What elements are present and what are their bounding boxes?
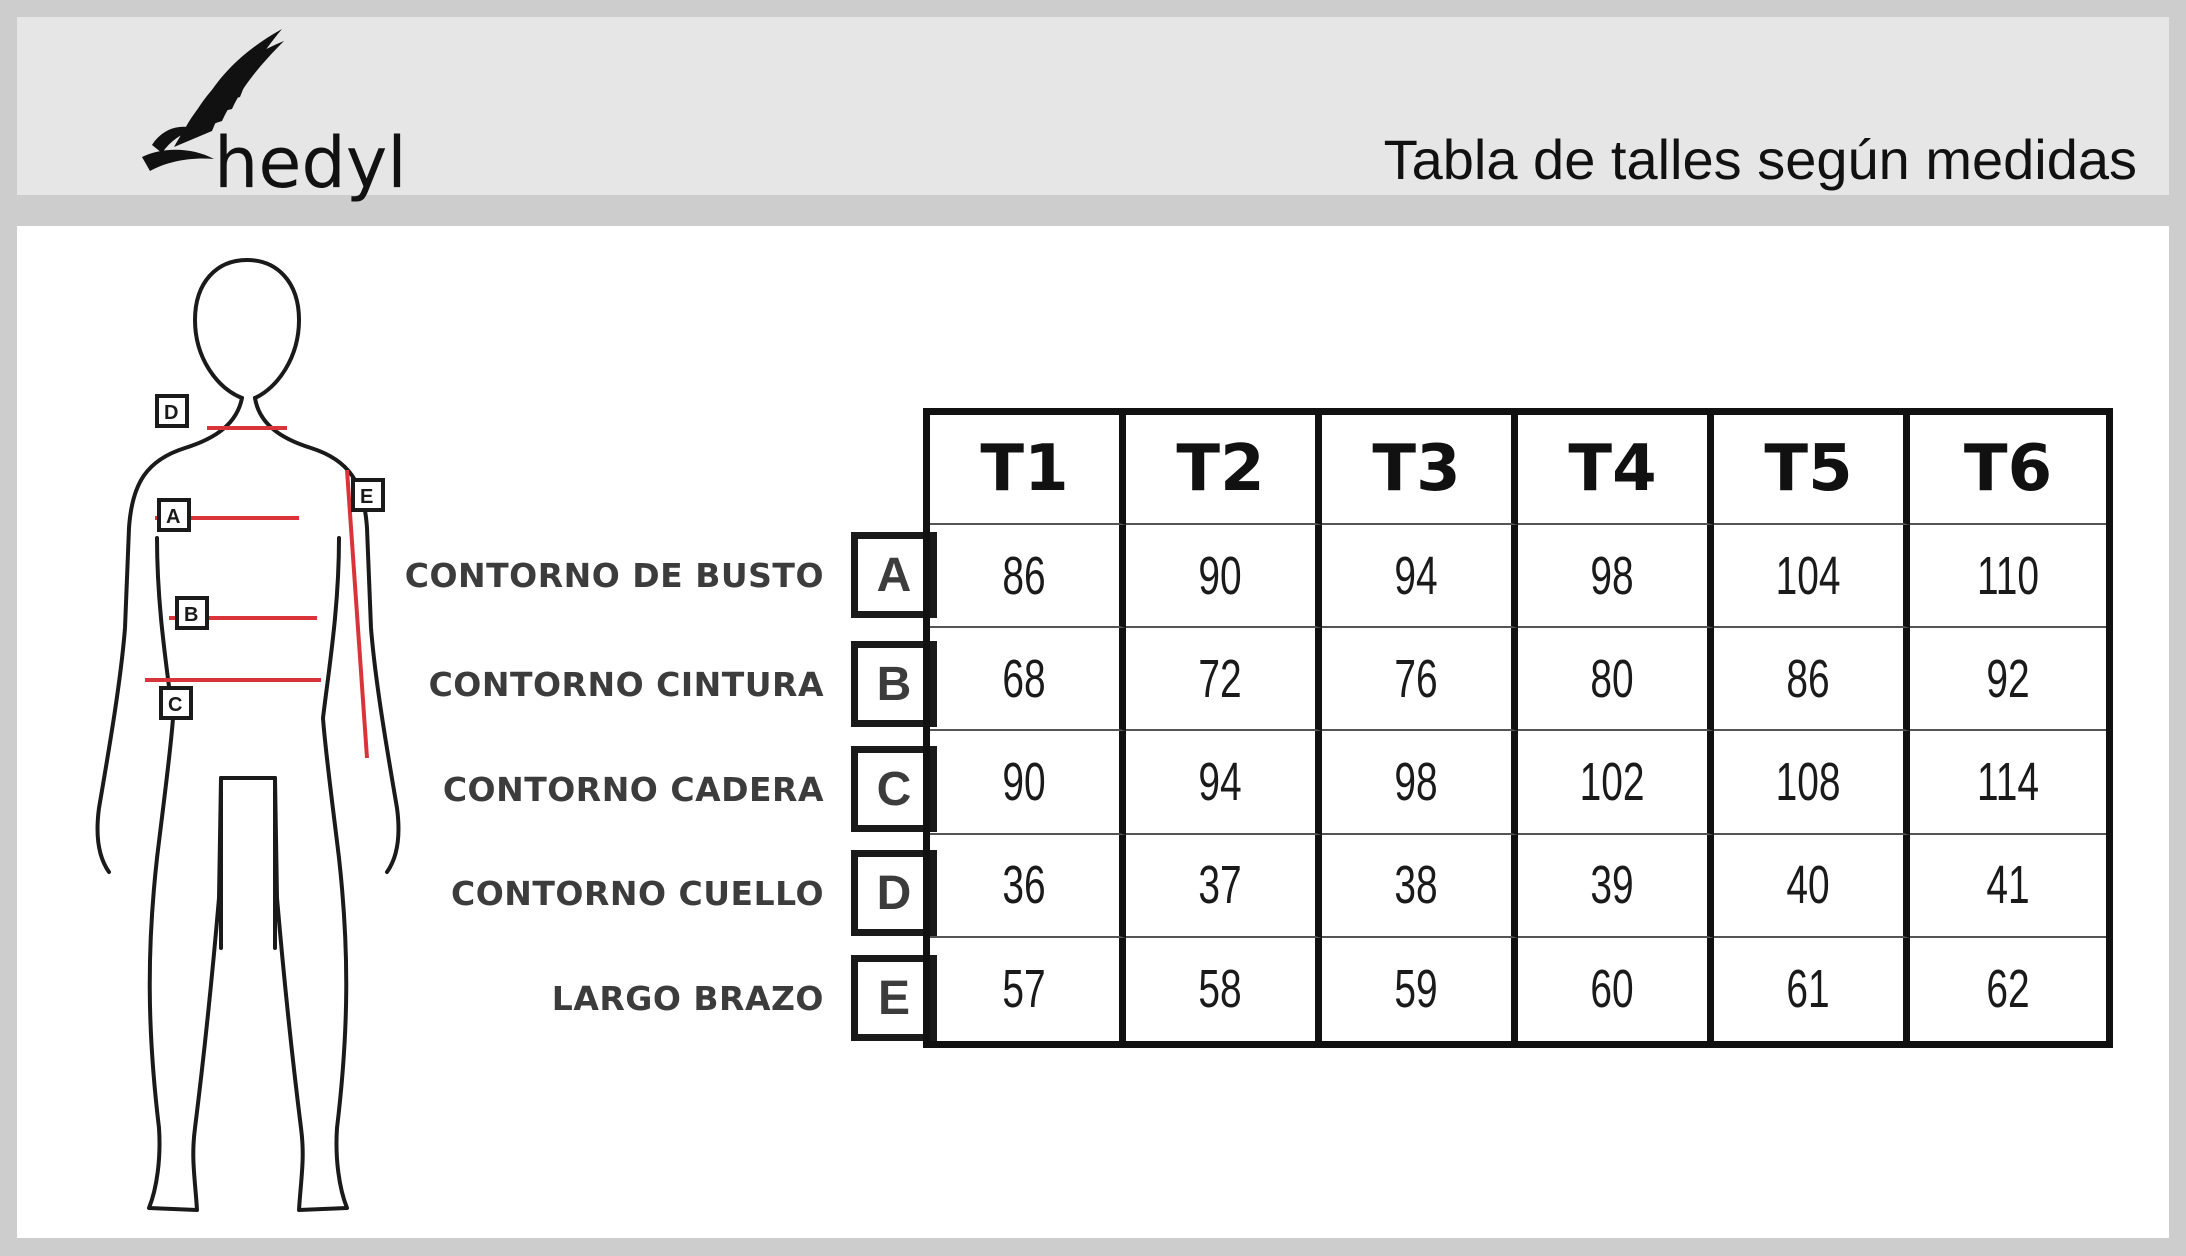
table-header-cell xyxy=(930,415,1126,525)
measurement-label: CONTORNO CADERA xyxy=(442,770,824,809)
page-title: Tabla de talles según medidas xyxy=(1383,128,2137,191)
measurement-code-badge: C xyxy=(851,746,937,832)
measurement-label: CONTORNO CINTURA xyxy=(428,665,824,704)
table-cell xyxy=(1910,731,2106,834)
cell-value: 94 xyxy=(1198,751,1243,812)
cell-value: 98 xyxy=(1394,751,1439,812)
table-cell xyxy=(1714,628,1910,731)
table-cell xyxy=(1910,835,2106,938)
measurement-label: CONTORNO CUELLO xyxy=(450,874,824,913)
table-cell xyxy=(1322,835,1518,938)
table-cell xyxy=(930,731,1126,834)
cell-value: 92 xyxy=(1986,648,2030,709)
column-label: T2 xyxy=(1176,432,1265,506)
measurement-code-badge: B xyxy=(851,641,937,727)
table-cell xyxy=(1126,525,1322,628)
size-table xyxy=(923,408,2113,1048)
cell-value: 72 xyxy=(1198,648,1243,709)
measurement-label: LARGO BRAZO xyxy=(551,979,824,1018)
column-label: T4 xyxy=(1568,432,1657,506)
cell-value: 90 xyxy=(1198,545,1243,606)
marker-e-label: E xyxy=(360,486,374,508)
cell-value: 90 xyxy=(1002,751,1047,812)
cell-value: 38 xyxy=(1394,855,1439,916)
marker-a-label: A xyxy=(166,506,181,528)
cell-value: 62 xyxy=(1986,959,2030,1020)
cell-value: 36 xyxy=(1002,855,1047,916)
brand-logo xyxy=(122,19,412,204)
column-label: T3 xyxy=(1372,432,1461,506)
table-cell xyxy=(930,525,1126,628)
table-cell xyxy=(1714,731,1910,834)
table-cell xyxy=(1126,938,1322,1041)
measurement-row-cadera xyxy=(417,746,937,836)
marker-d-label: D xyxy=(164,402,179,424)
marker-b-label: B xyxy=(184,604,199,626)
measurement-row-busto xyxy=(404,532,937,622)
measurement-label: CONTORNO DE BUSTO xyxy=(404,556,824,595)
table-cell xyxy=(1322,731,1518,834)
cell-value: 110 xyxy=(1977,545,2039,606)
table-cell xyxy=(1714,938,1910,1041)
header-bar xyxy=(17,17,2169,204)
table-cell xyxy=(1518,731,1714,834)
cell-value: 94 xyxy=(1394,545,1439,606)
table-cell xyxy=(1322,525,1518,628)
table-cell xyxy=(930,835,1126,938)
content-panel xyxy=(17,226,2169,1238)
table-header-cell xyxy=(1910,415,2106,525)
cell-value: 86 xyxy=(1786,648,1831,709)
cell-value: 104 xyxy=(1776,545,1841,606)
measurement-row-brazo xyxy=(417,955,937,1045)
table-cell xyxy=(1126,835,1322,938)
cell-value: 108 xyxy=(1776,751,1841,812)
cell-value: 114 xyxy=(1977,751,2039,812)
cell-value: 37 xyxy=(1198,855,1243,916)
table-cell xyxy=(1518,938,1714,1041)
cell-value: 58 xyxy=(1198,959,1243,1020)
measurement-code-badge: E xyxy=(851,955,937,1041)
table-header-cell xyxy=(1126,415,1322,525)
cell-value: 57 xyxy=(1002,959,1047,1020)
brand-wordmark: hedyl xyxy=(214,122,407,204)
table-cell xyxy=(1322,938,1518,1041)
table-cell xyxy=(1126,628,1322,731)
body-figure-illustration xyxy=(77,248,417,1232)
cell-value: 40 xyxy=(1786,855,1831,916)
column-label: T5 xyxy=(1764,432,1853,506)
table-cell xyxy=(1910,938,2106,1041)
table-header-cell xyxy=(1322,415,1518,525)
table-header-cell xyxy=(1714,415,1910,525)
measurement-row-cuello xyxy=(417,850,937,940)
table-cell xyxy=(1518,628,1714,731)
measurement-code-badge: D xyxy=(851,850,937,936)
cell-value: 39 xyxy=(1590,855,1635,916)
table-cell xyxy=(1714,835,1910,938)
table-cell xyxy=(1910,628,2106,731)
cell-value: 76 xyxy=(1394,648,1439,709)
table-cell xyxy=(930,628,1126,731)
cell-value: 98 xyxy=(1590,545,1635,606)
table-cell xyxy=(1714,525,1910,628)
table-header-cell xyxy=(1518,415,1714,525)
cell-value: 41 xyxy=(1986,855,2030,916)
table-cell xyxy=(1910,525,2106,628)
table-cell xyxy=(1126,731,1322,834)
cell-value: 61 xyxy=(1786,959,1831,1020)
table-cell xyxy=(1322,628,1518,731)
cell-value: 80 xyxy=(1590,648,1635,709)
column-label: T6 xyxy=(1963,432,2053,506)
measurement-code-badge: A xyxy=(851,532,937,618)
cell-value: 59 xyxy=(1394,959,1439,1020)
cell-value: 68 xyxy=(1002,648,1047,709)
cell-value: 86 xyxy=(1002,545,1047,606)
table-cell xyxy=(1518,835,1714,938)
table-cell xyxy=(930,938,1126,1041)
measurement-row-cintura xyxy=(417,641,937,731)
column-label: T1 xyxy=(980,432,1069,506)
table-cell xyxy=(1518,525,1714,628)
cell-value: 60 xyxy=(1590,959,1635,1020)
cell-value: 102 xyxy=(1580,751,1645,812)
marker-c-label: C xyxy=(168,694,183,716)
